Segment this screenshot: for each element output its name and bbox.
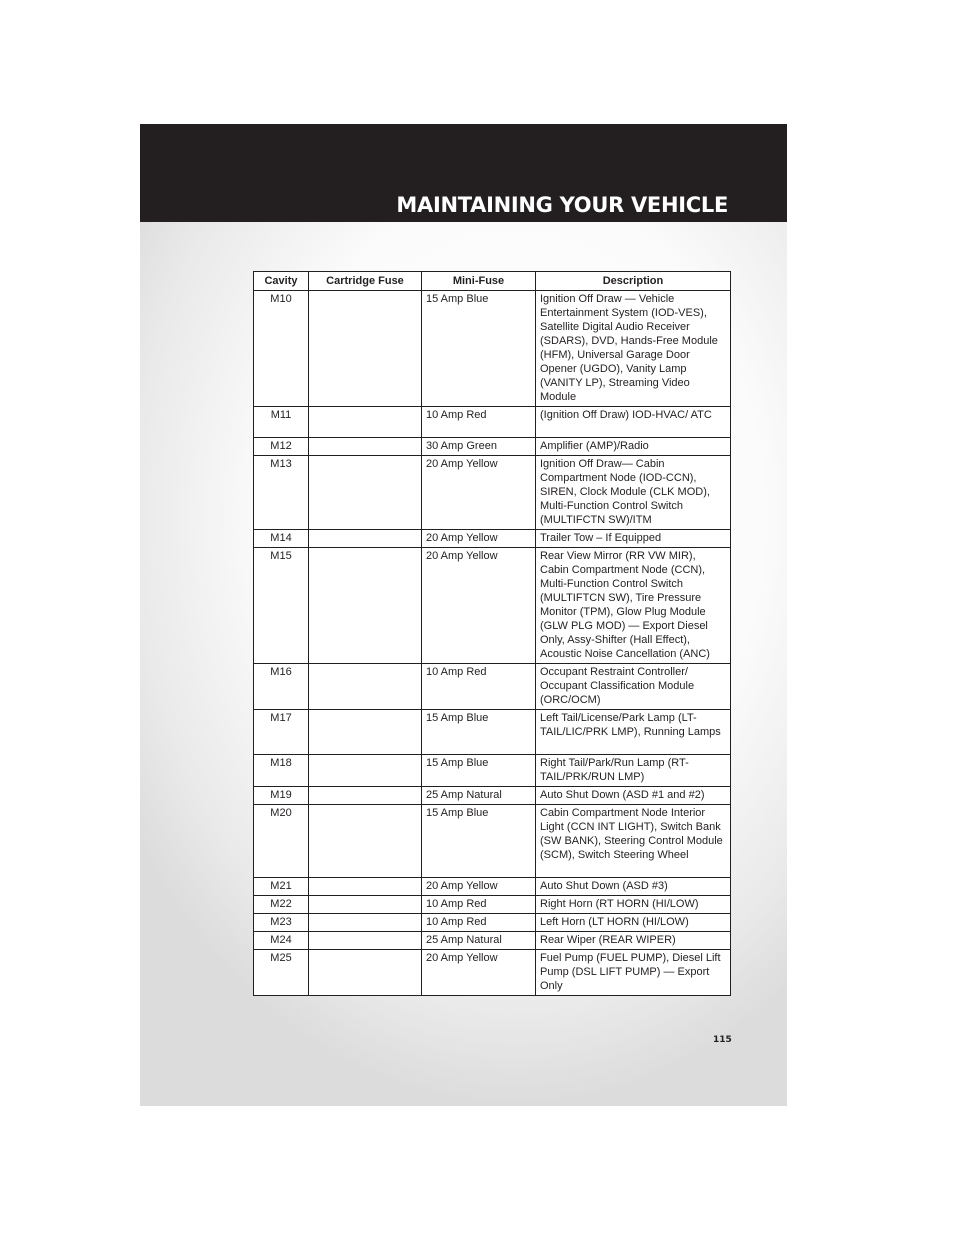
table-row [254,548,731,664]
cartridge-fuse-cell [309,787,422,805]
table-row [254,456,731,530]
mini-fuse-cell: 10 Amp Red [422,914,536,932]
table-body [254,291,731,996]
description-cell: Left Tail/License/Park Lamp (LT-TAIL/LIC/PRK LMP), Running Lamps [536,710,731,755]
cartridge-fuse-cell [309,710,422,755]
description-cell: Right Tail/Park/Run Lamp (RT-TAIL/PRK/RUN LMP) [536,755,731,787]
table-row [254,932,731,950]
table-row [254,950,731,996]
description-cell: Rear Wiper (REAR WIPER) [536,932,731,950]
cavity-cell: M21 [254,878,309,896]
table-header-row [254,272,731,291]
table-row [254,664,731,710]
column-header-mini-fuse: Mini-Fuse [422,272,536,291]
table-row [254,878,731,896]
cartridge-fuse-cell [309,438,422,456]
mini-fuse-cell: 20 Amp Yellow [422,456,536,530]
description-cell: Auto Shut Down (ASD #3) [536,878,731,896]
table-row [254,787,731,805]
cavity-cell: M13 [254,456,309,530]
table-row [254,530,731,548]
cartridge-fuse-cell [309,950,422,996]
cartridge-fuse-cell [309,530,422,548]
cartridge-fuse-cell [309,407,422,438]
mini-fuse-cell: 10 Amp Red [422,664,536,710]
cartridge-fuse-cell [309,291,422,407]
cavity-cell: M11 [254,407,309,438]
cavity-cell: M25 [254,950,309,996]
fuse-table [253,271,731,996]
description-cell: Ignition Off Draw — Vehicle Entertainment System (IOD-VES), Satellite Digital Audio Receiver (SDARS), DVD, Hands-Free Module (HFM), Universal Garage Door Opener (UGDO), Vanity Lamp (VANITY LP), Streaming Video Module [536,291,731,407]
column-header-description: Description [536,272,731,291]
mini-fuse-cell: 15 Amp Blue [422,755,536,787]
cavity-cell: M10 [254,291,309,407]
description-cell: Ignition Off Draw— Cabin Compartment Node (IOD-CCN), SIREN, Clock Module (CLK MOD), Multi-Function Control Switch (MULTIFCTN SW)/ITM [536,456,731,530]
cartridge-fuse-cell [309,914,422,932]
mini-fuse-cell: 20 Amp Yellow [422,878,536,896]
table-row [254,896,731,914]
cavity-cell: M24 [254,932,309,950]
mini-fuse-cell: 25 Amp Natural [422,787,536,805]
mini-fuse-cell: 15 Amp Blue [422,710,536,755]
cavity-cell: M18 [254,755,309,787]
description-cell: Amplifier (AMP)/Radio [536,438,731,456]
table-row [254,438,731,456]
mini-fuse-cell: 20 Amp Yellow [422,530,536,548]
table-row [254,710,731,755]
description-cell: Occupant Restraint Controller/ Occupant Classification Module (ORC/OCM) [536,664,731,710]
mini-fuse-cell: 30 Amp Green [422,438,536,456]
description-cell: Rear View Mirror (RR VW MIR), Cabin Compartment Node (CCN), Multi-Function Control Switch (MULTIFTCN SW), Tire Pressure Monitor (TPM), Glow Plug Module (GLW PLG MOD) — Export Diesel Only, Assy-Shifter (Hall Effect), Acoustic Noise Cancellation (ANC) [536,548,731,664]
table-row [254,291,731,407]
cavity-cell: M17 [254,710,309,755]
description-cell: Cabin Compartment Node Interior Light (CCN INT LIGHT), Switch Bank (SW BANK), Steering Control Module (SCM), Switch Steering Wheel [536,805,731,878]
description-cell: Trailer Tow – If Equipped [536,530,731,548]
description-cell: Right Horn (RT HORN (HI/LOW) [536,896,731,914]
column-header-cavity: Cavity [254,272,309,291]
cartridge-fuse-cell [309,548,422,664]
cartridge-fuse-cell [309,456,422,530]
cavity-cell: M16 [254,664,309,710]
mini-fuse-cell: 10 Amp Red [422,407,536,438]
cavity-cell: M20 [254,805,309,878]
section-title: MAINTAINING YOUR VEHICLE [396,193,728,217]
cartridge-fuse-cell [309,755,422,787]
description-cell: Left Horn (LT HORN (HI/LOW) [536,914,731,932]
cavity-cell: M15 [254,548,309,664]
cavity-cell: M12 [254,438,309,456]
description-cell: Fuel Pump (FUEL PUMP), Diesel Lift Pump (DSL LIFT PUMP) — Export Only [536,950,731,996]
description-cell: (Ignition Off Draw) IOD-HVAC/ ATC [536,407,731,438]
description-cell: Auto Shut Down (ASD #1 and #2) [536,787,731,805]
cartridge-fuse-cell [309,932,422,950]
table-row [254,805,731,878]
manual-page [140,124,787,1106]
table-row [254,407,731,438]
table-row [254,914,731,932]
cavity-cell: M23 [254,914,309,932]
cartridge-fuse-cell [309,878,422,896]
header-band [140,124,787,222]
column-header-cartridge-fuse: Cartridge Fuse [309,272,422,291]
cavity-cell: M14 [254,530,309,548]
cavity-cell: M22 [254,896,309,914]
mini-fuse-cell: 25 Amp Natural [422,932,536,950]
mini-fuse-cell: 15 Amp Blue [422,805,536,878]
mini-fuse-cell: 10 Amp Red [422,896,536,914]
mini-fuse-cell: 20 Amp Yellow [422,548,536,664]
cavity-cell: M19 [254,787,309,805]
cartridge-fuse-cell [309,664,422,710]
cartridge-fuse-cell [309,805,422,878]
mini-fuse-cell: 20 Amp Yellow [422,950,536,996]
table-row [254,755,731,787]
cartridge-fuse-cell [309,896,422,914]
mini-fuse-cell: 15 Amp Blue [422,291,536,407]
page-number: 115 [713,1035,732,1045]
